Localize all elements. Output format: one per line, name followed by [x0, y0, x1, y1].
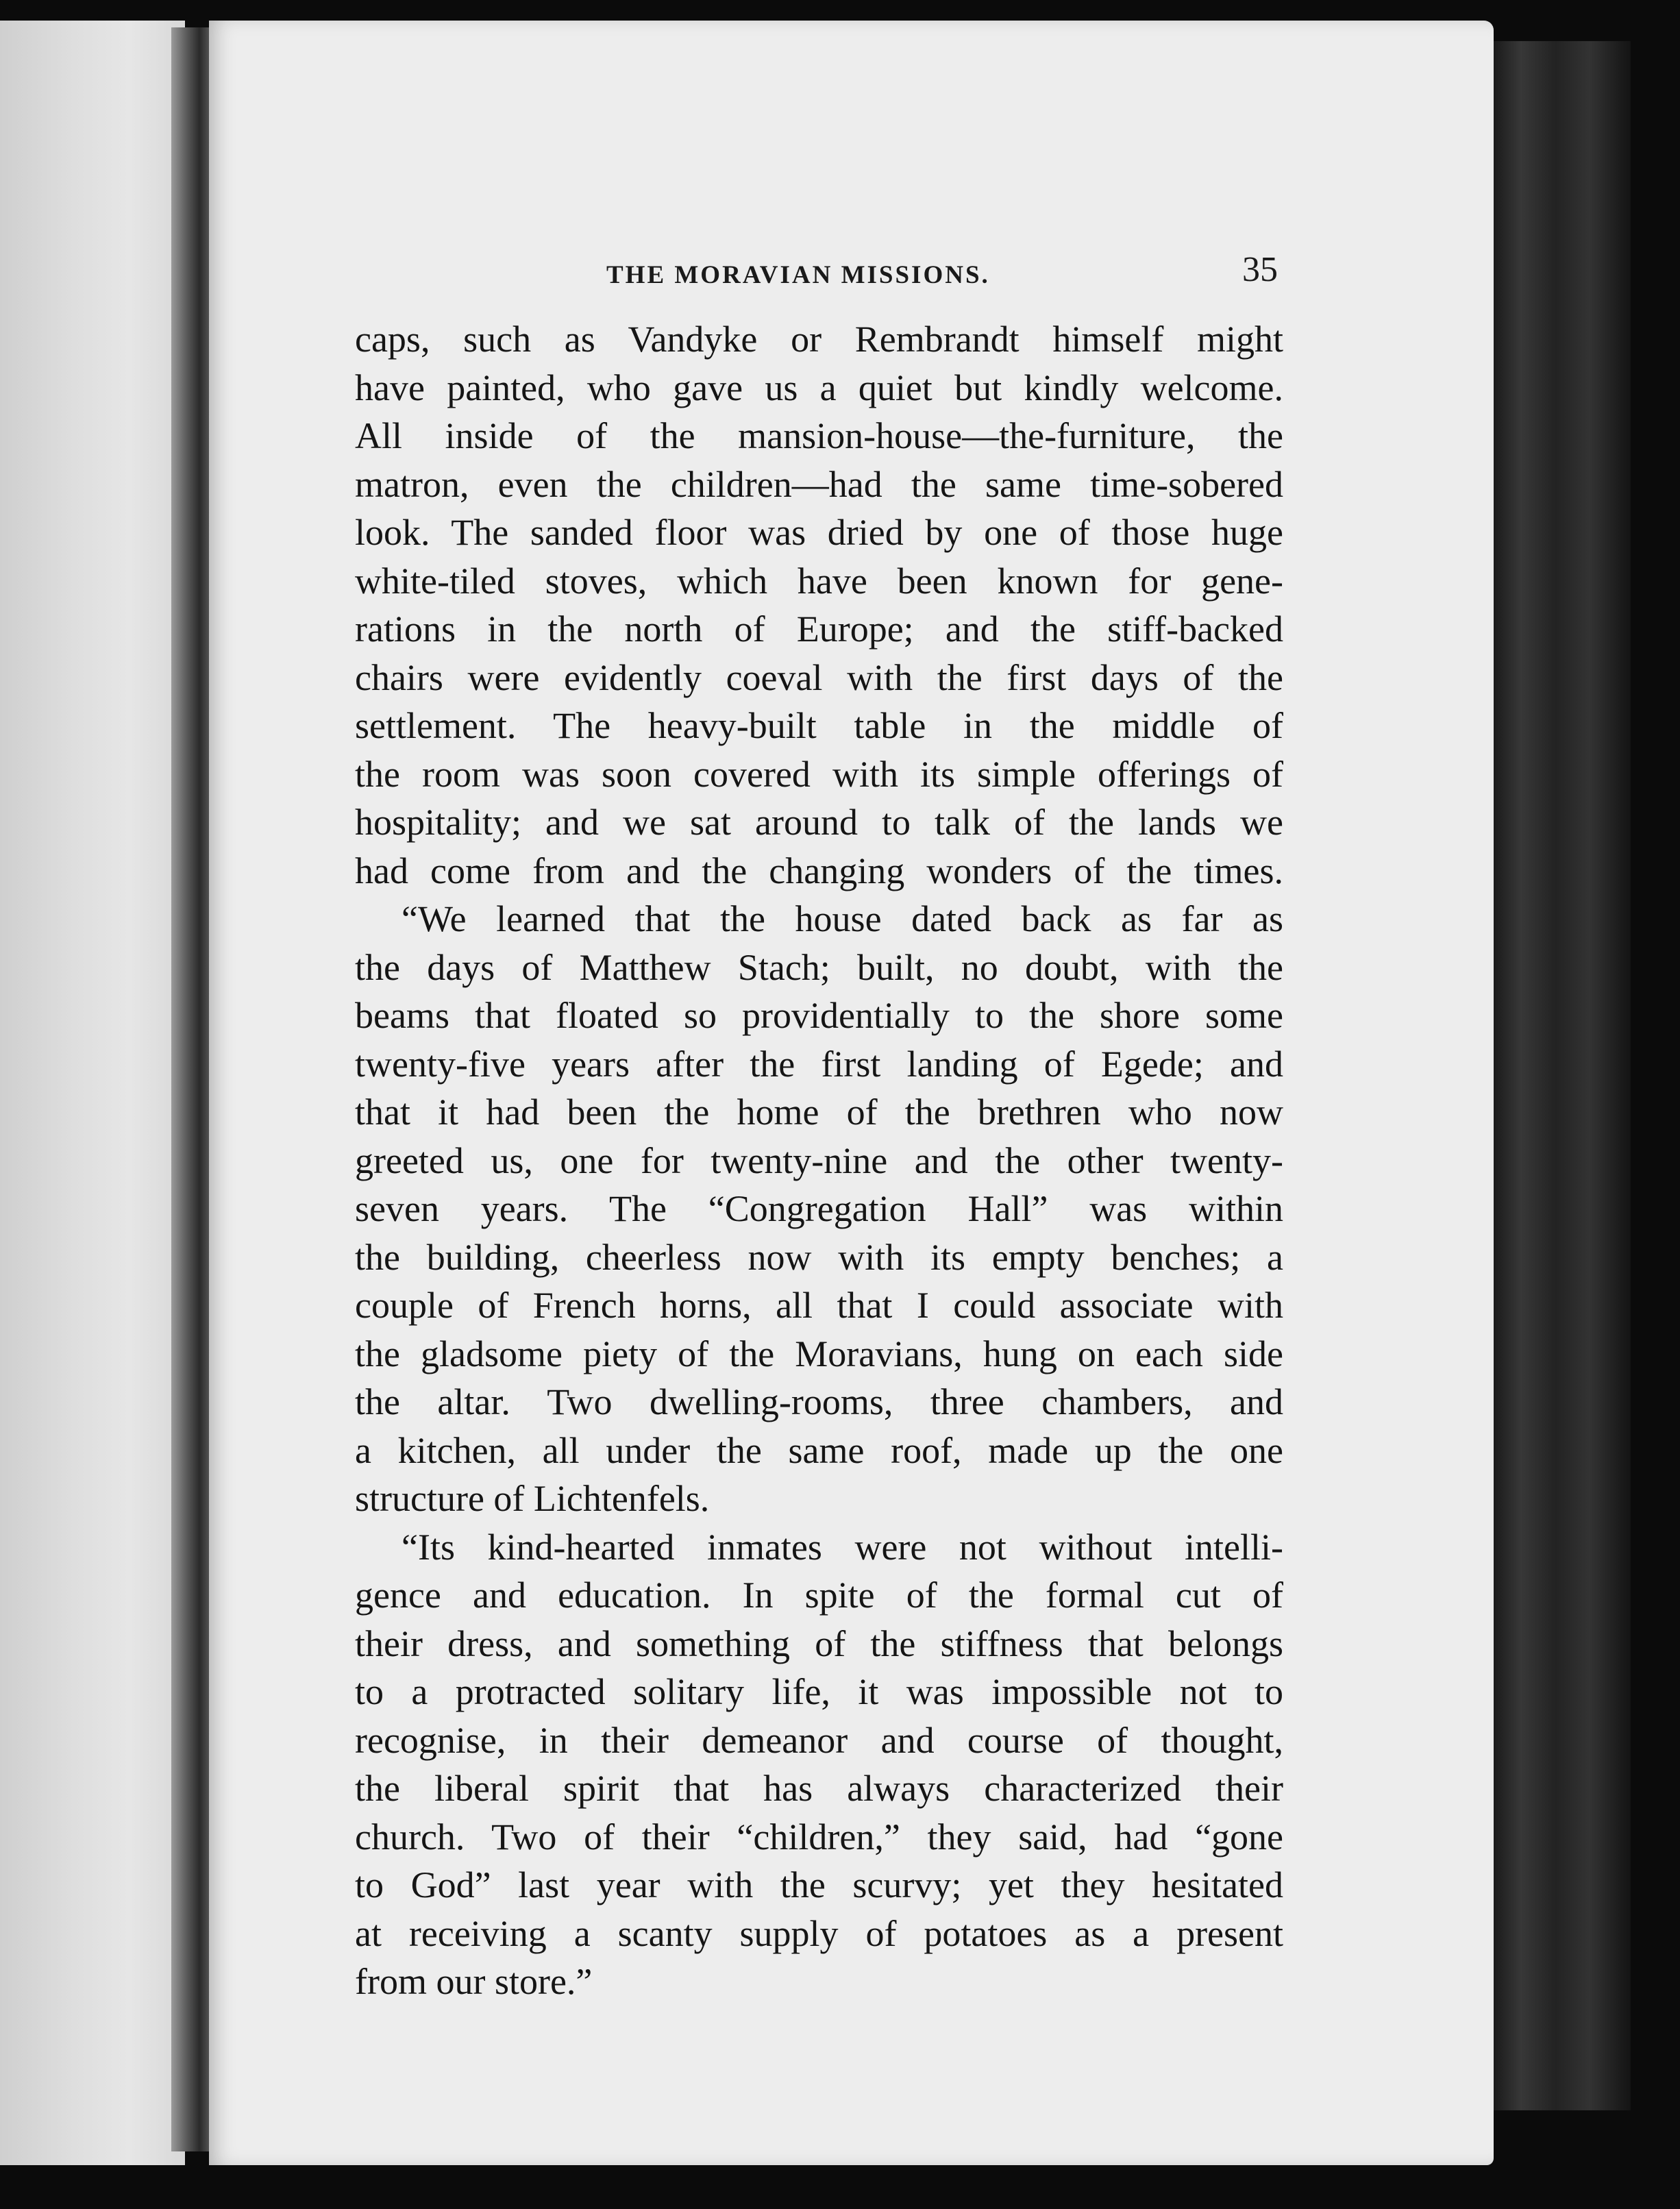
- text-line: from our store.”: [355, 1961, 593, 2002]
- text-line: caps, such as Vandyke or Rembrandt himself might: [355, 319, 1283, 360]
- text-line: to a protracted solitary life, it was impossible not to: [355, 1671, 1283, 1712]
- text-line: the room was soon covered with its simple offerings of: [355, 753, 1283, 795]
- text-line: seven years. The “Congregation Hall” was within: [355, 1188, 1283, 1229]
- text-line: “Its kind-hearted inmates were not without intelli-: [402, 1526, 1283, 1568]
- text-line: the gladsome piety of the Moravians, hung on each side: [355, 1333, 1283, 1374]
- text-line: church. Two of their “children,” they said, had “gone: [355, 1816, 1283, 1858]
- facing-page-edge: [0, 21, 185, 2165]
- text-line: settlement. The heavy-built table in the middle of: [355, 705, 1283, 746]
- text-line: gence and education. In spite of the formal cut of: [355, 1575, 1283, 1616]
- text-line: hospitality; and we sat around to talk of the lands we: [355, 802, 1283, 843]
- paragraph: [355, 315, 1283, 895]
- text-line: look. The sanded floor was dried by one of those huge: [355, 512, 1283, 553]
- text-line: greeted us, one for twenty-nine and the other twenty-: [355, 1139, 1283, 1181]
- paragraph: [355, 1523, 1283, 2006]
- text-line: had come from and the changing wonders of the times.: [355, 850, 1283, 891]
- text-line: a kitchen, all under the same roof, made up the one: [355, 1429, 1283, 1471]
- text-line: the building, cheerless now with its empty benches; a: [355, 1236, 1283, 1278]
- running-title: THE MORAVIAN MISSIONS.: [606, 261, 990, 289]
- text-line: the liberal spirit that has always characterized their: [355, 1768, 1283, 1809]
- text-line: twenty-five years after the first landing of Egede; and: [355, 1043, 1283, 1085]
- text-line: at receiving a scanty supply of potatoes as a present: [355, 1912, 1283, 1954]
- text-line: that it had been the home of the brethren who now: [355, 1091, 1283, 1133]
- text-line: beams that floated so providentially to the shore some: [355, 995, 1283, 1036]
- paragraph: [355, 895, 1283, 1523]
- text-line: All inside of the mansion-house—the-furniture, the: [355, 415, 1283, 456]
- text-line: white-tiled stoves, which have been known for gene-: [355, 560, 1283, 602]
- text-line: have painted, who gave us a quiet but kindly welcome.: [355, 367, 1283, 408]
- text-line: “We learned that the house dated back as far as: [402, 898, 1283, 939]
- text-line: the days of Matthew Stach; built, no doubt, with the: [355, 946, 1283, 988]
- text-line: the altar. Two dwelling-rooms, three chambers, and: [355, 1381, 1283, 1422]
- book-cover-edge: [1494, 41, 1631, 2110]
- text-line: recognise, in their demeanor and course of thought,: [355, 1719, 1283, 1761]
- body-text: [355, 315, 1283, 2006]
- text-line: matron, even the children—had the same time-sobered: [355, 463, 1283, 505]
- text-line: structure of Lichtenfels.: [355, 1478, 710, 1519]
- text-line: their dress, and something of the stiffness that belongs: [355, 1622, 1283, 1664]
- page-header: [606, 249, 1278, 304]
- text-line: to God” last year with the scurvy; yet they hesitated: [355, 1864, 1283, 1905]
- text-line: couple of French horns, all that I could associate with: [355, 1285, 1283, 1326]
- text-line: rations in the north of Europe; and the stiff-backed: [355, 608, 1283, 650]
- page-number: 35: [1242, 250, 1278, 289]
- text-line: chairs were evidently coeval with the first days of the: [355, 656, 1283, 698]
